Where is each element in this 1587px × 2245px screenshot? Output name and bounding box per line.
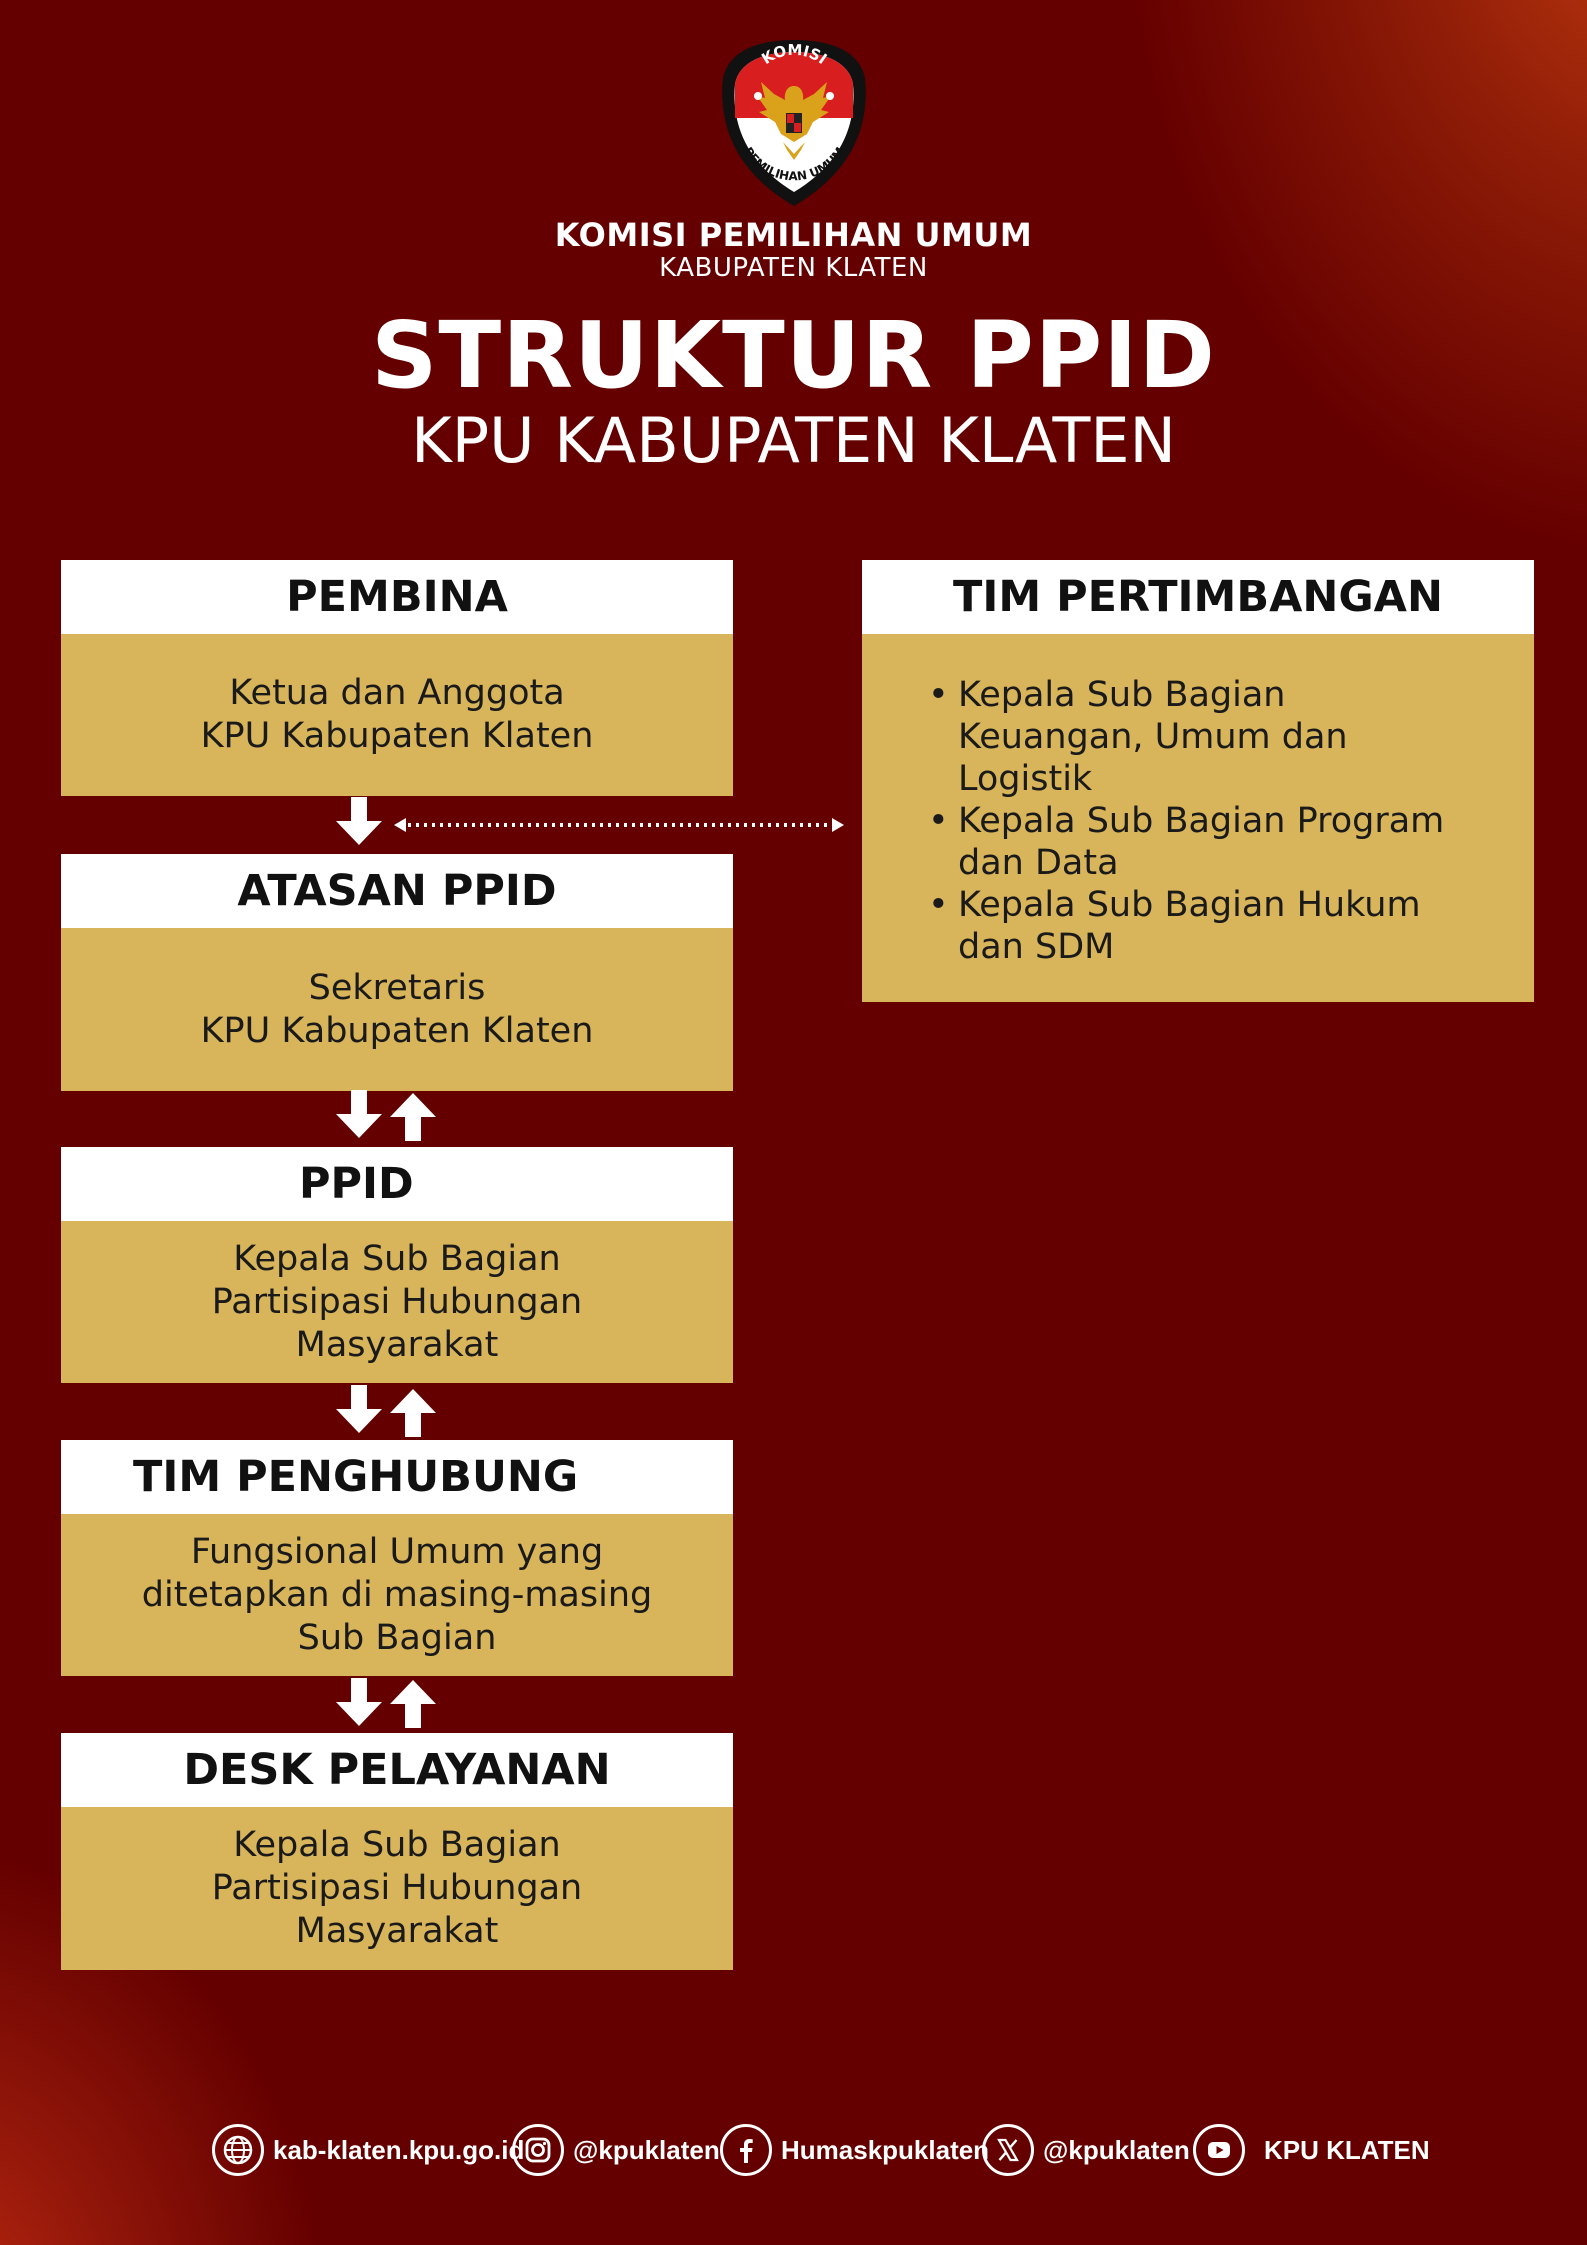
footer-youtube-label: KPU KLATEN (1264, 2134, 1430, 2165)
footer-instagram[interactable] (512, 2120, 720, 2180)
box-tim-pertimbangan-body (862, 634, 1534, 1002)
box-atasan-ppid (61, 854, 733, 1091)
arrow-down-icon (334, 1385, 384, 1435)
facebook-icon (720, 2124, 772, 2176)
box-atasan-ppid-line: KPU Kabupaten Klaten (200, 1010, 594, 1051)
list-item (958, 800, 1444, 884)
box-pembina-line: KPU Kabupaten Klaten (200, 716, 594, 756)
page-title: STRUKTUR PPID (371, 302, 1216, 409)
box-ppid-line: Kepala Sub Bagian (233, 1238, 561, 1279)
arrow-down-icon (334, 1678, 384, 1728)
arrow-up-icon (388, 1680, 438, 1730)
list-item-line: Keuangan, Umum dan (958, 717, 1348, 757)
arrow-down-icon (334, 1090, 384, 1140)
box-atasan-ppid-body (61, 928, 733, 1091)
org-name: KOMISI PEMILIHAN UMUM (554, 216, 1033, 254)
box-pembina-line: Ketua dan Anggota (229, 673, 565, 713)
x-twitter-icon (982, 2124, 1034, 2176)
globe-icon (212, 2124, 264, 2176)
footer-facebook-label: Humaskpuklaten (781, 2134, 990, 2165)
list-item-line: dan SDM (958, 927, 1115, 967)
box-desk-pelayanan-line: Kepala Sub Bagian (233, 1825, 561, 1865)
box-atasan-ppid-title: ATASAN PPID (61, 854, 733, 928)
box-tim-penghubung (61, 1440, 733, 1676)
logo-text-bottom: PEMILIHAN UMUM (740, 144, 848, 184)
box-tim-pertimbangan-title: TIM PERTIMBANGAN (862, 560, 1534, 634)
page-subtitle: KPU KABUPATEN KLATEN (411, 404, 1176, 477)
instagram-icon (512, 2124, 564, 2176)
box-ppid (61, 1147, 733, 1383)
arrow-down-icon (334, 797, 384, 847)
footer-facebook[interactable] (720, 2120, 989, 2180)
box-pembina (61, 560, 733, 796)
box-ppid-title: PPID (61, 1147, 733, 1221)
list-item-line: • Kepala Sub Bagian (958, 675, 1286, 715)
footer-website-label: kab-klaten.kpu.go.id (273, 2134, 525, 2165)
box-desk-pelayanan-title: DESK PELAYANAN (61, 1733, 733, 1807)
dotted-connector (394, 815, 844, 835)
footer-instagram-label: @kpuklaten (573, 2134, 720, 2165)
box-tim-penghubung-line: Sub Bagian (297, 1617, 497, 1658)
box-ppid-body (61, 1221, 733, 1383)
list-item (958, 884, 1444, 968)
kpu-logo (719, 38, 869, 208)
footer-x-label: @kpuklaten (1043, 2134, 1190, 2165)
box-tim-penghubung-title: TIM PENGHUBUNG (61, 1440, 733, 1514)
box-tim-penghubung-body (61, 1514, 733, 1676)
box-ppid-line: Masyarakat (295, 1324, 499, 1365)
tim-pertimbangan-list (958, 674, 1444, 968)
list-item (958, 674, 1444, 800)
box-pembina-title: PEMBINA (61, 560, 733, 634)
org-subtitle: KABUPATEN KLATEN (659, 253, 928, 283)
footer-youtube[interactable] (1193, 2120, 1430, 2180)
list-item-line: dan Data (958, 843, 1119, 883)
box-tim-penghubung-line: Fungsional Umum yang (190, 1531, 604, 1572)
list-item-line: Logistik (958, 759, 1093, 799)
footer-website[interactable] (212, 2120, 524, 2180)
youtube-icon (1193, 2124, 1245, 2176)
list-item-line: • Kepala Sub Bagian Hukum (958, 885, 1421, 925)
arrow-up-icon (388, 1093, 438, 1143)
box-pembina-body (61, 634, 733, 796)
box-tim-penghubung-line: ditetapkan di masing-masing (141, 1574, 653, 1615)
box-desk-pelayanan-line: Partisipasi Hubungan (211, 1868, 583, 1908)
logo-text-top: KOMISI (758, 40, 831, 69)
arrow-up-icon (388, 1389, 438, 1439)
list-item-line: • Kepala Sub Bagian Program (958, 801, 1445, 841)
box-desk-pelayanan (61, 1733, 733, 1970)
box-desk-pelayanan-body (61, 1807, 733, 1970)
box-tim-pertimbangan (862, 560, 1534, 1002)
box-ppid-line: Partisipasi Hubungan (211, 1281, 583, 1322)
box-desk-pelayanan-line: Masyarakat (295, 1911, 499, 1951)
footer-x[interactable] (982, 2120, 1190, 2180)
box-atasan-ppid-line: Sekretaris (308, 967, 486, 1008)
